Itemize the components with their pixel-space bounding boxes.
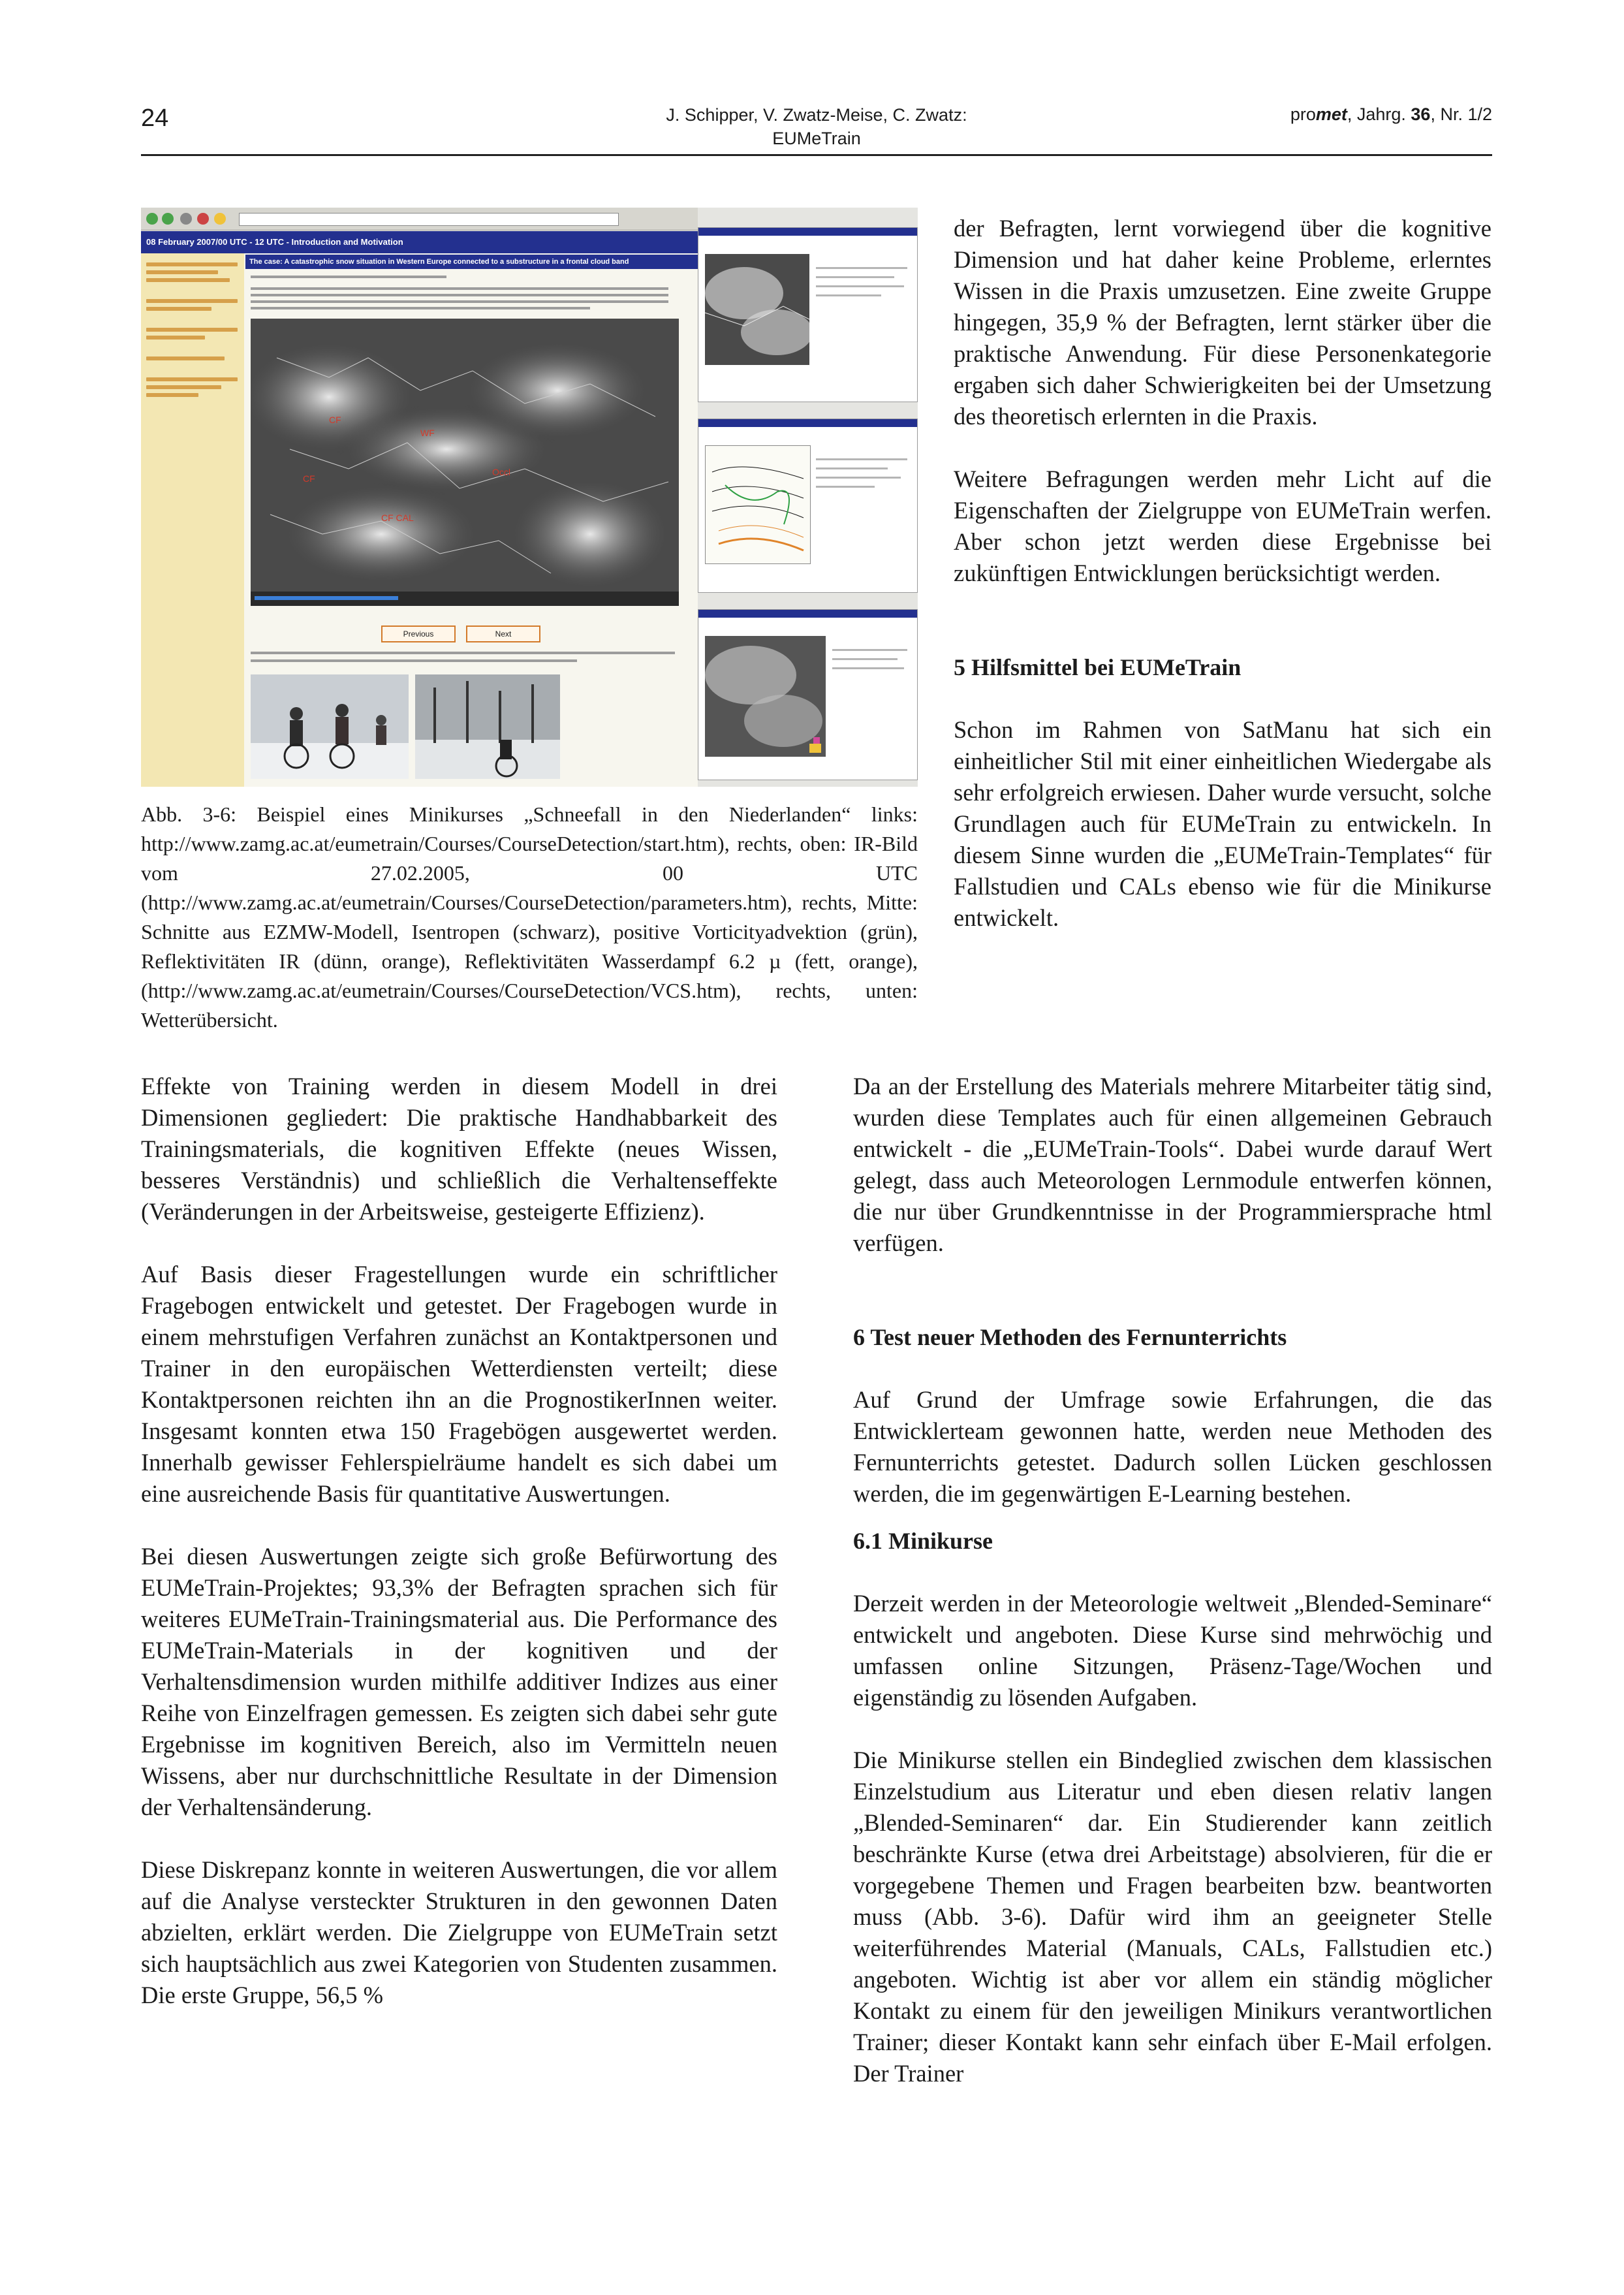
photo-cyclists-snow <box>251 674 409 779</box>
text-line <box>816 294 881 296</box>
panel-titlebar <box>698 610 917 618</box>
sidebar-link <box>146 393 198 397</box>
sidebar-link <box>146 336 205 340</box>
sidebar-link <box>146 328 238 332</box>
screenshot-title: 08 February 2007/00 UTC - 12 UTC - Introduction and Motivation <box>141 231 698 253</box>
right-column-top <box>954 213 1491 934</box>
text-line <box>251 294 668 296</box>
svg-text:WF: WF <box>420 428 435 438</box>
sidebar-link <box>146 270 218 274</box>
paragraph: Die Minikurse stellen ein Bindeglied zwischen dem klassischen Einzelstudium aus Literatur und eben diesen relativ langen „Blended-Seminaren“ dar. Ein Studierender kann zeitlich beschränkte Kurse (etwa drei Arbeitstage) absolvieren, für die er vorgegebene Themen und Fragen bearbeiten bzw. beantworten muss (Abb. 3-6). Dafür wird ihm an geeigneter Stelle weiterführendes Material (Manuals, CALs, Fallstudien etc.) angeboten. Wichtig ist aber vor allem ein ständig möglicher Kontakt zu einem für den jeweiligen Minikurs verantwortlichen Trainer; dieser Kontakt kann sehr einfach über E-Mail erfolgen. Der Trainer <box>853 1747 1492 2087</box>
text-line <box>251 276 446 278</box>
journal-name-italic: met <box>1315 104 1347 124</box>
sidebar-link <box>146 307 211 311</box>
paragraph: Auf Basis dieser Fragestellungen wurde ein schriftlicher Fragebogen entwickelt und getestet. Der Fragebogen wurde in einem mehrstufigen Verfahren zunächst an Kontaktpersonen und Trainer in den europäischen Wetterdiensten verteilt; diese Kontaktpersonen reichten ihn an die PrognostikerInnen weiter. Insgesamt konnten etwa 150 Fragebögen ausgewertet werden. Innerhalb gewisser Fehlerspielräume handelt es sich dabei um eine ausreichende Basis für quantitative Auswertungen. <box>141 1261 777 1507</box>
text-line <box>816 477 901 479</box>
text-line <box>832 667 904 669</box>
text-line <box>816 467 888 469</box>
journal-year-label: , Jahrg. <box>1347 104 1411 124</box>
sidebar-link <box>146 377 238 381</box>
journal-issue: , Nr. 1/2 <box>1430 104 1492 124</box>
photo-winter-road <box>415 674 560 779</box>
text-line <box>251 287 668 290</box>
sidebar-link <box>146 262 238 266</box>
paragraph: Schon im Rahmen von SatManu hat sich ein einheitlicher Stil mit einer einheitlichen Wiedergabe als sehr erfolgreich erwiesen. Daher wurde versucht, solche Grundlagen auch für EUMeTrain zu entwickeln. In diesem Sinne wurden die „EUMeTrain-Templates“ für Fallstudien und CALs ebenso wie für die Minikurse entwickelt. <box>954 716 1491 931</box>
browser-window <box>141 208 698 787</box>
running-title <box>141 103 1492 150</box>
weather-overview-image <box>705 636 826 757</box>
section-heading-5: 5 Hilfsmittel bei EUMeTrain <box>954 654 1241 680</box>
paragraph: Derzeit werden in der Meteorologie weltweit „Blended-Seminare“ entwickelt und angeboten. Diese Kurse sind mehrwöchig und umfassen online Sitzungen, Präsenz-Tage/Wochen und eigenständig zu lösenden Aufgaben. <box>853 1590 1492 1711</box>
cross-section-chart <box>705 445 811 564</box>
header-rule <box>141 154 1492 156</box>
text-line <box>832 649 907 651</box>
svg-text:Occl: Occl <box>492 467 510 477</box>
sidebar-link <box>146 356 225 360</box>
paragraph: Bei diesen Auswertungen zeigte sich große Befürwortung des EUMeTrain-Projektes; 93,3% der Befragten sprachen sich für weiteres EUMeTrain-Trainingsmaterial aus. Die Performance des EUMeTrain-Materials in der kognitiven und der Verhaltensdimension wurden mithilfe additiver Indizes aus einer Reihe von Einzelfragen gemessen. Es zeigten sich dabei sehr gute Ergebnisse im kognitiven Bereich, also im Vermitteln neuen Wissens, aber nur durchschnittliche Resultate in der Dimension der Verhaltensänderung. <box>141 1543 777 1820</box>
text-line <box>816 276 894 278</box>
browser-toolbar <box>141 208 698 230</box>
stop-icon <box>197 213 209 225</box>
sidebar-link <box>146 278 230 282</box>
page-header <box>141 99 1492 153</box>
sidebar-link <box>146 299 238 303</box>
satellite-image <box>251 319 679 606</box>
paragraph: Weitere Befragungen werden mehr Licht auf die Eigenschaften der Zielgruppe von EUMeTrain werfen. Aber schon jetzt werden diese Ergebnisse bei zukünftigen Entwicklungen berücksichtigt werden. <box>954 466 1491 586</box>
text-line <box>832 658 898 660</box>
back-icon <box>146 213 158 225</box>
svg-text:CF: CF <box>329 415 341 425</box>
previous-button[interactable]: Previous <box>381 625 456 642</box>
svg-text:CF: CF <box>303 473 315 484</box>
paragraph: der Befragten, lernt vorwiegend über die kognitive Dimension und hat daher keine Probleme, erlerntes Wissen in die Praxis umzusetzen. Eine zweite Gruppe hingegen, 35,9 % der Befragten, lernt stärker über die praktische Anwendung. Für diese Personenkategorie ergaben sich daher Schwierigkeiten bei der Umsetzung des theoretisch erlernten in die Praxis. <box>954 215 1491 430</box>
text-line <box>251 659 577 662</box>
paragraph: Diese Diskrepanz konnte in weiteren Auswertungen, die vor allem auf die Analyse versteckter Strukturen in den gewonnen Daten abzielten, erklärt werden. Die Zielgruppe von EUMeTrain setzt sich hauptsächlich aus zwei Kategorien von Studenten zusammen. Die erste Gruppe, 56,5 % <box>141 1856 777 2008</box>
text-line <box>816 285 904 287</box>
address-bar <box>239 213 619 226</box>
ir-image <box>705 254 809 365</box>
subsection-heading-6-1: 6.1 Minikurse <box>853 1528 993 1554</box>
journal-volume: 36 <box>1411 104 1431 124</box>
text-line <box>816 267 907 269</box>
forward-icon <box>162 213 174 225</box>
reload-icon <box>180 213 192 225</box>
panel-ir-image <box>698 227 918 402</box>
panel-vertical-cross-section <box>698 419 918 593</box>
figure-caption: Abb. 3-6: Beispiel eines Minikurses „Schneefall in den Niederlanden“ links: http://www.zamg.ac.at/eumetrain/Courses/CourseDetection/start.htm), rechts, oben: IR-Bild vom 27.02.2005, 00 UTC (http://www.zamg.ac.at/eumetrain/Courses/CourseDetection/parameters.htm), rechts, Mitte: Schnitte aus EZMW-Modell, Isentropen (schwarz), positive Vorticityadvektion (grün), Reflektivitäten IR (dünn, orange), Reflektivitäten Wasserdampf 6.2 µ (fett, orange), (http://www.zamg.ac.at/eumetrain/Courses/CourseDetection/VCS.htm), rechts, unten: Wetterübersicht. <box>141 802 918 1032</box>
paragraph: Effekte von Training werden in diesem Modell in drei Dimensionen gegliedert: Die praktische Handhabbarkeit des Trainingsmaterials, die kognitiven Effekte (neues Wissen, besseres Verständnis) und schließlich die Verhaltenseffekte (Veränderungen in der Arbeitsweise, gesteigerte Effizienz). <box>141 1073 777 1225</box>
course-sidebar <box>141 253 244 787</box>
svg-text:CF CAL: CF CAL <box>381 513 414 523</box>
panel-titlebar <box>698 419 917 427</box>
page-number: 24 <box>141 104 169 132</box>
panel-titlebar <box>698 228 917 236</box>
paragraph: Auf Grund der Umfrage sowie Erfahrungen, die das Entwicklerteam gewonnen hatte, werden neue Methoden des Fernunterrichts getestet. Dadurch sollen Lücken geschlossen werden, die im gegenwärtigen E-Learning bestehen. <box>853 1386 1492 1507</box>
running-authors: J. Schipper, V. Zwatz-Meise, C. Zwatz: <box>666 105 967 125</box>
text-line <box>251 300 668 303</box>
text-line <box>251 307 590 309</box>
next-button[interactable]: Next <box>466 625 540 642</box>
left-column <box>141 1071 777 2011</box>
journal-name-prefix: pro <box>1290 104 1316 124</box>
journal-reference <box>1290 104 1492 125</box>
sidebar-link <box>146 385 221 389</box>
panel-weather-overview <box>698 609 918 780</box>
figure-screenshot <box>141 208 918 787</box>
text-line <box>816 458 907 460</box>
text-line <box>816 486 875 488</box>
running-article-title: EUMeTrain <box>772 129 861 148</box>
case-heading: The case: A catastrophic snow situation in Western Europe connected to a substructure in a frontal cloud band <box>245 255 698 269</box>
right-column <box>853 1071 1492 2089</box>
text-line <box>251 652 675 654</box>
section-heading-6: 6 Test neuer Methoden des Fernunterrichts <box>853 1324 1287 1350</box>
home-icon <box>214 213 226 225</box>
paragraph: Da an der Erstellung des Materials mehrere Mitarbeiter tätig sind, wurden diese Templates auch für einen allgemeinen Gebrauch entwickelt - die „EUMeTrain-Tools“. Dabei wurde darauf Wert gelegt, dass auch Meteorologen Lernmodule entwerfen können, die nur über Grundkenntnisse in der Programmiersprache html verfügen. <box>853 1073 1492 1256</box>
